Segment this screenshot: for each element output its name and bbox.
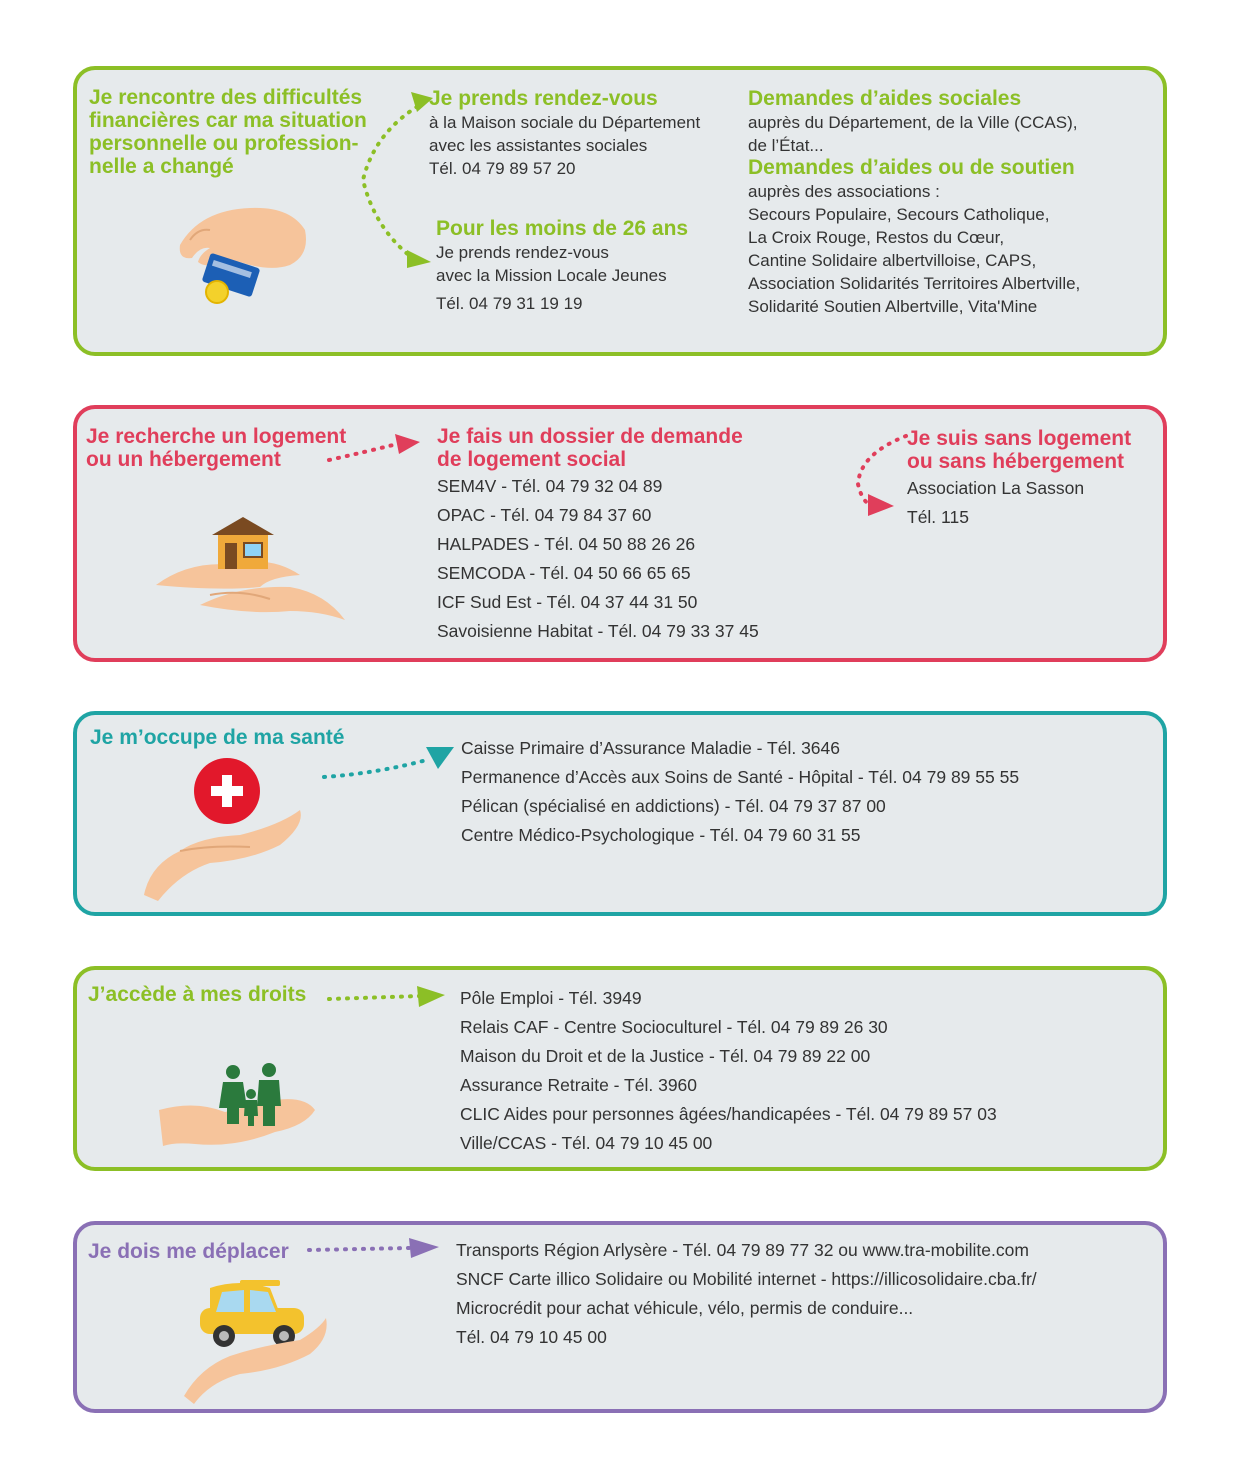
list-item: Pélican (spécialisé en addictions) - Tél. 04 79 37 87 00	[461, 796, 886, 816]
list-item: Savoisienne Habitat - Tél. 04 79 33 37 45	[437, 621, 759, 641]
arrow-to-mobility-list-icon	[305, 1236, 445, 1262]
homeless-details: Association La Sasson Tél. 115	[907, 478, 1085, 527]
list-item: Pôle Emploi - Tél. 3949	[460, 988, 642, 1008]
hand-family-icon	[155, 1060, 320, 1155]
aid-support-heading: Demandes d’aides ou de soutien	[748, 156, 1075, 179]
list-item: OPAC - Tél. 04 79 84 37 60	[437, 505, 652, 525]
rights-contacts-list	[460, 984, 997, 1158]
list-item: Caisse Primaire d’Assurance Maladie - Tél. 3646	[461, 738, 841, 758]
housing-organisations-list	[437, 472, 759, 646]
aid-social-details: auprès du Département, de la Ville (CCAS), de l’État...	[748, 113, 1078, 155]
arrow-to-rdv-icon	[355, 90, 435, 270]
list-item: Centre Médico-Psychologique - Tél. 04 79 60 31 55	[461, 825, 861, 845]
housing-section-title: Je recherche un logement ou un hébergement	[86, 425, 347, 471]
health-section-title: Je m’occupe de ma santé	[90, 726, 345, 749]
list-item: Tél. 04 79 10 45 00	[456, 1327, 607, 1347]
arrow-to-homeless-icon	[850, 430, 910, 520]
health-contacts-list	[461, 734, 1019, 850]
dossier-heading: Je fais un dossier de demande de logement social	[437, 425, 743, 471]
list-item: HALPADES - Tél. 04 50 88 26 26	[437, 534, 696, 554]
arrow-to-health-list-icon	[320, 745, 460, 785]
hand-car-icon	[180, 1278, 330, 1408]
homeless-heading: Je suis sans logement ou sans hébergement	[907, 427, 1132, 473]
list-item: SEMCODA - Tél. 04 50 66 65 65	[437, 563, 691, 583]
aid-social-heading: Demandes d’aides sociales	[748, 87, 1022, 110]
list-item: Transports Région Arlysère - Tél. 04 79 89 77 32 ou www.tra-mobilite.com	[456, 1240, 1029, 1260]
list-item: Assurance Retraite - Tél. 3960	[460, 1075, 698, 1095]
mobility-section-title: Je dois me déplacer	[88, 1240, 289, 1263]
rdv-heading: Je prends rendez-vous	[429, 87, 658, 110]
rights-section-title: J’accède à mes droits	[88, 983, 307, 1006]
arrow-to-rights-list-icon	[325, 983, 450, 1009]
finance-section-title: Je rencontre des difficultés financières car ma situation personnelle ou profession- nelle a changé	[89, 86, 367, 178]
list-item: SNCF Carte illico Solidaire ou Mobilité internet - https://illicosolidaire.cba.fr/	[456, 1269, 1037, 1289]
list-item: SEM4V - Tél. 04 79 32 04 89	[437, 476, 663, 496]
hand-coin-card-icon	[160, 200, 320, 310]
mobility-contacts-list	[456, 1236, 1037, 1352]
list-item: Relais CAF - Centre Socioculturel - Tél. 04 79 89 26 30	[460, 1017, 888, 1037]
list-item: ICF Sud Est - Tél. 04 37 44 31 50	[437, 592, 698, 612]
rdv-details: à la Maison sociale du Département avec les assistantes sociales Tél. 04 79 89 57 20	[429, 113, 701, 178]
youth-details: Je prends rendez-vous avec la Mission Locale Jeunes Tél. 04 79 31 19 19	[436, 243, 667, 313]
list-item: Ville/CCAS - Tél. 04 79 10 45 00	[460, 1133, 713, 1153]
arrow-to-dossier-icon	[325, 430, 425, 466]
youth-heading: Pour les moins de 26 ans	[436, 217, 689, 240]
list-item: CLIC Aides pour personnes âgées/handicapées - Tél. 04 79 89 57 03	[460, 1104, 997, 1124]
hand-medical-cross-icon	[140, 755, 310, 905]
hands-house-icon	[150, 515, 350, 625]
list-item: Microcrédit pour achat véhicule, vélo, permis de conduire...	[456, 1298, 914, 1318]
aid-support-details: auprès des associations : Secours Populaire, Secours Catholique, La Croix Rouge, Restos du Cœur, Cantine Solidaire albertvilloise, CAPS, Association Solidarités Territoires Albertville, Solidarité Soutien Albertville, Vita'Mine	[748, 182, 1081, 316]
list-item: Maison du Droit et de la Justice - Tél. 04 79 89 22 00	[460, 1046, 871, 1066]
list-item: Permanence d’Accès aux Soins de Santé - Hôpital - Tél. 04 79 89 55 55	[461, 767, 1020, 787]
